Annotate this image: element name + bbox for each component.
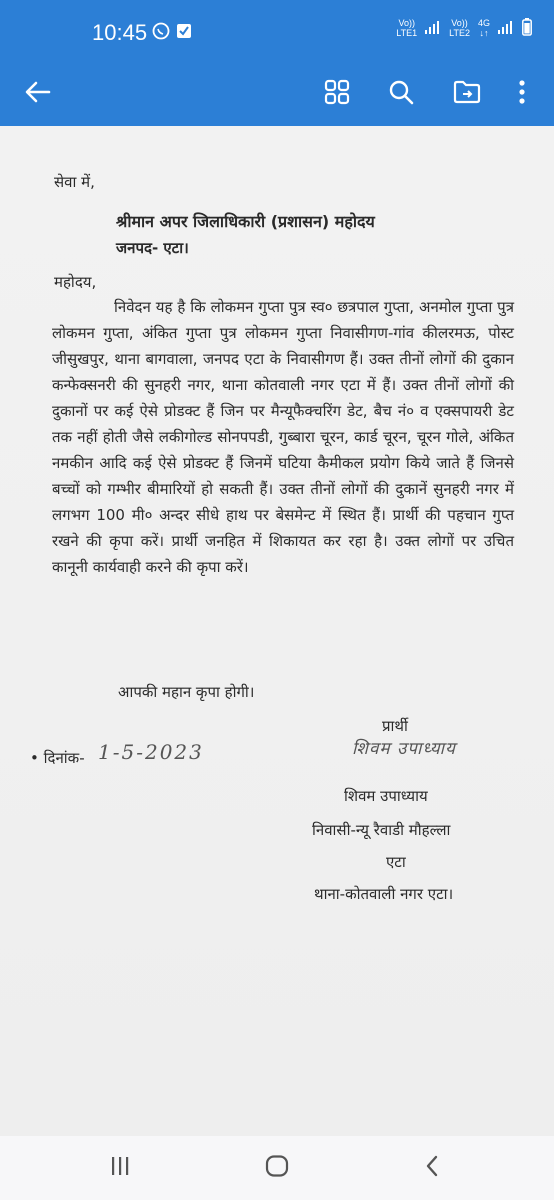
app-bar bbox=[0, 64, 554, 126]
address-line-3: थाना-कोतवाली नगर एटा। bbox=[314, 885, 454, 903]
navigation-bar bbox=[0, 1136, 554, 1200]
battery-icon bbox=[522, 18, 532, 38]
handwritten-date: 1-5-2023 bbox=[98, 740, 204, 764]
letter-salutation: सेवा में, bbox=[54, 173, 95, 191]
handwritten-signature: शिवम उपाध्याय bbox=[352, 739, 456, 759]
status-notification-icons bbox=[152, 22, 192, 44]
grid-view-button[interactable] bbox=[317, 74, 357, 114]
back-nav-button[interactable] bbox=[410, 1150, 454, 1186]
applicant-name: शिवम उपाध्याय bbox=[344, 787, 428, 805]
applicant-label: प्रार्थी bbox=[382, 717, 408, 735]
letter-addressee: श्रीमान अपर जिलाधिकारी (प्रशासन) महोदय bbox=[116, 212, 375, 231]
folder-link-icon bbox=[453, 79, 481, 109]
address-line-2: एटा bbox=[386, 853, 406, 871]
sim1-label: Vo)) LTE1 bbox=[396, 18, 418, 38]
chevron-left-icon bbox=[425, 1155, 439, 1181]
status-indicators bbox=[396, 18, 532, 38]
home-icon bbox=[265, 1155, 289, 1181]
more-options-button[interactable] bbox=[502, 74, 542, 114]
status-bar bbox=[0, 0, 554, 64]
letter-body: निवेदन यह है कि लोकमन गुप्ता पुत्र स्व० छत्रपाल गुप्ता, अनमोल गुप्ता पुत्र लोकमन गुप्ता, अंकित गुप्ता पुत्र लोकमन गुप्ता निवासीगण-गांव कीलरमऊ, पोस्ट जीसुखपुर, थाना बागवाला, जनपद एटा के निवासीगण हैं। उक्त तीनों लोगों की दुकान कन्फेक्सनरी की सुनहरी नगर, थाना कोतवाली नगर एटा में हैं। उक्त तीनों लोगों की दुकानों पर कई ऐसे प्रोडक्ट हैं जिन पर मैन्यूफैक्चरिंग डेट, बैच नं० व एक्सपायरी डेट तक नहीं होती जैसे लकीगोल्ड सोनपपडी, गुब्बारा चूरन, कार्ड चूरन, चूरन गोले, अंकित नमकीन आदि कई ऐसे प्रोडक्ट हैं जिनमें घटिया कैमीकल प्रयोग किये जाते हैं जिनसे बच्चों को गम्भीर बीमारियों हो सकती हैं। उक्त तीनों लोगों की दुकानें सुनहरी नगर में लगभग 100 मी० अन्दर सीधे हाथ पर बेसमेन्ट में स्थित हैं। प्रार्थी की पहचान गुप्त रखने की कृपा करें। प्रार्थी जनहित में शिकायत कर रहा है। उक्त लोगों पर उचित कानूनी कार्यवाही करने की कृपा करें। bbox=[52, 298, 514, 576]
document-viewer[interactable] bbox=[0, 126, 554, 1136]
address-line-1: निवासी-न्यू रैवाडी मौहल्ला bbox=[312, 821, 451, 839]
more-vertical-icon bbox=[518, 79, 526, 109]
whatsapp-icon bbox=[152, 22, 170, 44]
recent-apps-icon bbox=[109, 1156, 131, 1180]
letter-page bbox=[0, 126, 554, 1136]
search-button[interactable] bbox=[381, 74, 421, 114]
date-label: • दिनांक- bbox=[30, 749, 85, 767]
search-icon bbox=[388, 79, 414, 109]
letter-district: जनपद- एटा। bbox=[116, 239, 189, 257]
letter-greeting: महोदय, bbox=[54, 273, 97, 291]
status-time: 10:45 bbox=[92, 20, 148, 45]
recent-apps-button[interactable] bbox=[98, 1150, 142, 1186]
grid-icon bbox=[324, 79, 350, 109]
check-box-icon bbox=[176, 22, 192, 44]
network-type: 4G ↓↑ bbox=[477, 18, 490, 38]
back-button[interactable] bbox=[18, 74, 58, 114]
sim2-label: Vo)) LTE2 bbox=[449, 18, 470, 38]
arrow-left-icon bbox=[25, 81, 51, 107]
signal-icon bbox=[425, 20, 441, 36]
home-button[interactable] bbox=[255, 1150, 299, 1186]
folder-link-button[interactable] bbox=[447, 74, 487, 114]
signal-icon bbox=[498, 20, 514, 36]
letter-closing: आपकी महान कृपा होगी। bbox=[118, 683, 255, 701]
